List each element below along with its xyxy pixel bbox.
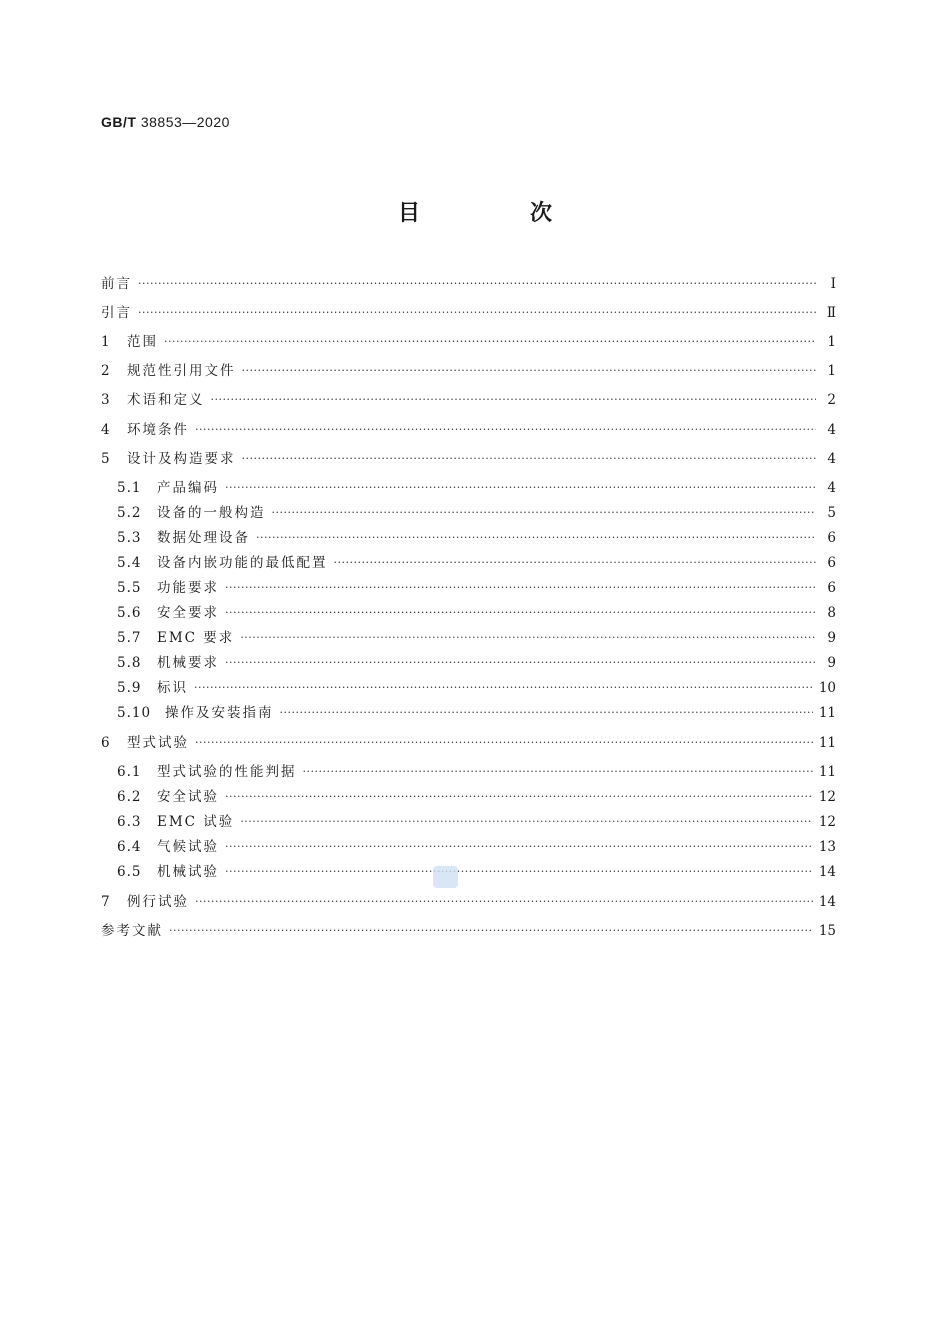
toc-entry[interactable] <box>117 787 836 807</box>
toc-entry[interactable] <box>117 678 836 698</box>
toc-entry-page: 1 <box>827 363 836 379</box>
toc-entry-number: 5 <box>101 451 111 467</box>
toc-entry-page: 5 <box>827 505 836 521</box>
toc-dot-leader <box>211 390 817 410</box>
toc-entry-page: 9 <box>827 655 836 671</box>
toc-entry[interactable] <box>117 553 836 573</box>
toc-entry[interactable] <box>117 812 836 832</box>
toc-dot-leader <box>225 787 813 807</box>
toc-entry[interactable] <box>101 332 836 352</box>
toc-entry-number: 5.3 <box>117 530 142 546</box>
toc-entry-label: 安全要求 <box>157 605 219 621</box>
toc-dot-leader <box>225 862 813 882</box>
toc-entry-page: 6 <box>827 530 836 546</box>
toc-entry-label: 标识 <box>157 680 188 696</box>
toc-dot-leader <box>225 578 816 598</box>
toc-entry-page: 14 <box>818 864 836 880</box>
toc-entry-number: 2 <box>101 363 111 379</box>
toc-dot-leader <box>256 528 816 548</box>
toc-entry[interactable] <box>101 892 836 912</box>
toc-entry-page: 11 <box>818 764 836 780</box>
toc-entry-label: 范围 <box>127 334 158 350</box>
toc-entry[interactable] <box>101 449 836 469</box>
toc-entry-page: 14 <box>818 894 836 910</box>
toc-entry-number: 5.1 <box>117 480 142 496</box>
toc-entry-number: 6.5 <box>117 864 142 880</box>
toc-dot-leader <box>138 303 816 323</box>
toc-entry-number: 6.3 <box>117 814 142 830</box>
standard-prefix: GB/T <box>101 114 137 130</box>
toc-entry-number: 5.6 <box>117 605 142 621</box>
table-of-contents <box>101 0 836 1344</box>
toc-entry-label: 例行试验 <box>127 894 189 910</box>
toc-entry-page: 4 <box>827 451 836 467</box>
toc-dot-leader <box>225 653 816 673</box>
toc-entry-number: 5.2 <box>117 505 142 521</box>
toc-entry-label: 数据处理设备 <box>157 530 250 546</box>
toc-entry-number: 6 <box>101 735 111 751</box>
toc-entry-label: 参考文献 <box>101 923 163 939</box>
toc-dot-leader <box>164 332 816 352</box>
toc-entry[interactable] <box>117 528 836 548</box>
toc-entry-page: 12 <box>818 814 836 830</box>
toc-entry[interactable] <box>117 862 836 882</box>
toc-entry-label: 术语和定义 <box>127 392 205 408</box>
toc-entry[interactable] <box>117 762 836 782</box>
standard-number: 38853—2020 <box>140 114 230 130</box>
toc-dot-leader <box>240 628 816 648</box>
page-title: 目 次 <box>397 201 596 226</box>
toc-entry-number: 5.5 <box>117 580 142 596</box>
toc-entry[interactable] <box>101 733 836 753</box>
toc-entry-number: 5.4 <box>117 555 142 571</box>
toc-entry-number: 3 <box>101 392 111 408</box>
toc-entry[interactable] <box>117 478 836 498</box>
toc-entry-label: 机械要求 <box>157 655 219 671</box>
toc-dot-leader <box>195 733 813 753</box>
toc-dot-leader <box>195 892 813 912</box>
toc-dot-leader <box>225 837 813 857</box>
toc-dot-leader <box>195 420 816 440</box>
toc-entry[interactable] <box>117 653 836 673</box>
toc-entry[interactable] <box>101 303 836 323</box>
toc-entry-page: 1 <box>827 334 836 350</box>
toc-entry-number: 5.9 <box>117 680 142 696</box>
toc-dot-leader <box>272 503 817 523</box>
toc-entry-label: 设备内嵌功能的最低配置 <box>157 555 328 571</box>
toc-entry-page: 6 <box>827 580 836 596</box>
toc-dot-leader <box>138 274 816 294</box>
toc-entry-page: 15 <box>818 923 836 939</box>
toc-entry-label: 机械试验 <box>157 864 219 880</box>
toc-entry-label: 前言 <box>101 276 132 292</box>
toc-entry-label: 规范性引用文件 <box>127 363 236 379</box>
toc-dot-leader <box>303 762 813 782</box>
toc-dot-leader <box>242 361 817 381</box>
toc-entry-number: 7 <box>101 894 111 910</box>
toc-entry-number: 1 <box>101 334 111 350</box>
toc-entry-label: 功能要求 <box>157 580 219 596</box>
toc-entry[interactable] <box>101 420 836 440</box>
toc-dot-leader <box>225 603 816 623</box>
toc-entry-number: 5.7 <box>117 630 142 646</box>
toc-entry[interactable] <box>117 628 836 648</box>
toc-entry-label: 环境条件 <box>127 422 189 438</box>
toc-entry-label: 操作及安装指南 <box>165 705 274 721</box>
toc-dot-leader <box>280 703 813 723</box>
toc-entry-number: 5.8 <box>117 655 142 671</box>
toc-entry[interactable] <box>117 578 836 598</box>
toc-entry[interactable] <box>117 703 836 723</box>
toc-entry-number: 6.1 <box>117 764 142 780</box>
toc-entry-page: Ⅰ <box>830 276 836 292</box>
toc-entry-label: EMC 试验 <box>157 814 235 830</box>
toc-entry-label: 设计及构造要求 <box>127 451 236 467</box>
toc-entry[interactable] <box>117 603 836 623</box>
toc-entry[interactable] <box>101 274 836 294</box>
toc-entry-page: 6 <box>827 555 836 571</box>
toc-entry-number: 6.4 <box>117 839 142 855</box>
toc-entry-page: 4 <box>827 480 836 496</box>
toc-entry-number: 6.2 <box>117 789 142 805</box>
toc-entry-page: 12 <box>818 789 836 805</box>
toc-entry[interactable] <box>117 837 836 857</box>
toc-entry-page: 2 <box>827 392 836 408</box>
toc-dot-leader <box>194 678 813 698</box>
toc-entry-page: 10 <box>818 680 836 696</box>
toc-entry-page: 11 <box>818 735 836 751</box>
toc-entry-label: 产品编码 <box>157 480 219 496</box>
toc-entry-label: 气候试验 <box>157 839 219 855</box>
toc-entry-number: 5.10 <box>117 705 152 721</box>
toc-entry-label: EMC 要求 <box>157 630 235 646</box>
toc-entry-label: 引言 <box>101 305 132 321</box>
toc-entry-page: Ⅱ <box>826 305 836 321</box>
toc-entry[interactable] <box>117 503 836 523</box>
toc-entry-label: 型式试验 <box>127 735 189 751</box>
toc-entry-page: 13 <box>818 839 836 855</box>
toc-entry-label: 设备的一般构造 <box>157 505 266 521</box>
toc-entry-number: 4 <box>101 422 111 438</box>
watermark-logo <box>433 866 458 888</box>
toc-entry-page: 9 <box>827 630 836 646</box>
toc-entry-label: 型式试验的性能判据 <box>157 764 297 780</box>
toc-dot-leader <box>240 812 813 832</box>
toc-dot-leader <box>242 449 817 469</box>
toc-dot-leader <box>225 478 816 498</box>
toc-entry[interactable] <box>101 361 836 381</box>
toc-entry-page: 4 <box>827 422 836 438</box>
toc-entry-page: 11 <box>818 705 836 721</box>
toc-entry-label: 安全试验 <box>157 789 219 805</box>
toc-entry[interactable] <box>101 921 836 941</box>
toc-entry[interactable] <box>101 390 836 410</box>
toc-dot-leader <box>334 553 817 573</box>
toc-entry-page: 8 <box>827 605 836 621</box>
toc-dot-leader <box>169 921 813 941</box>
